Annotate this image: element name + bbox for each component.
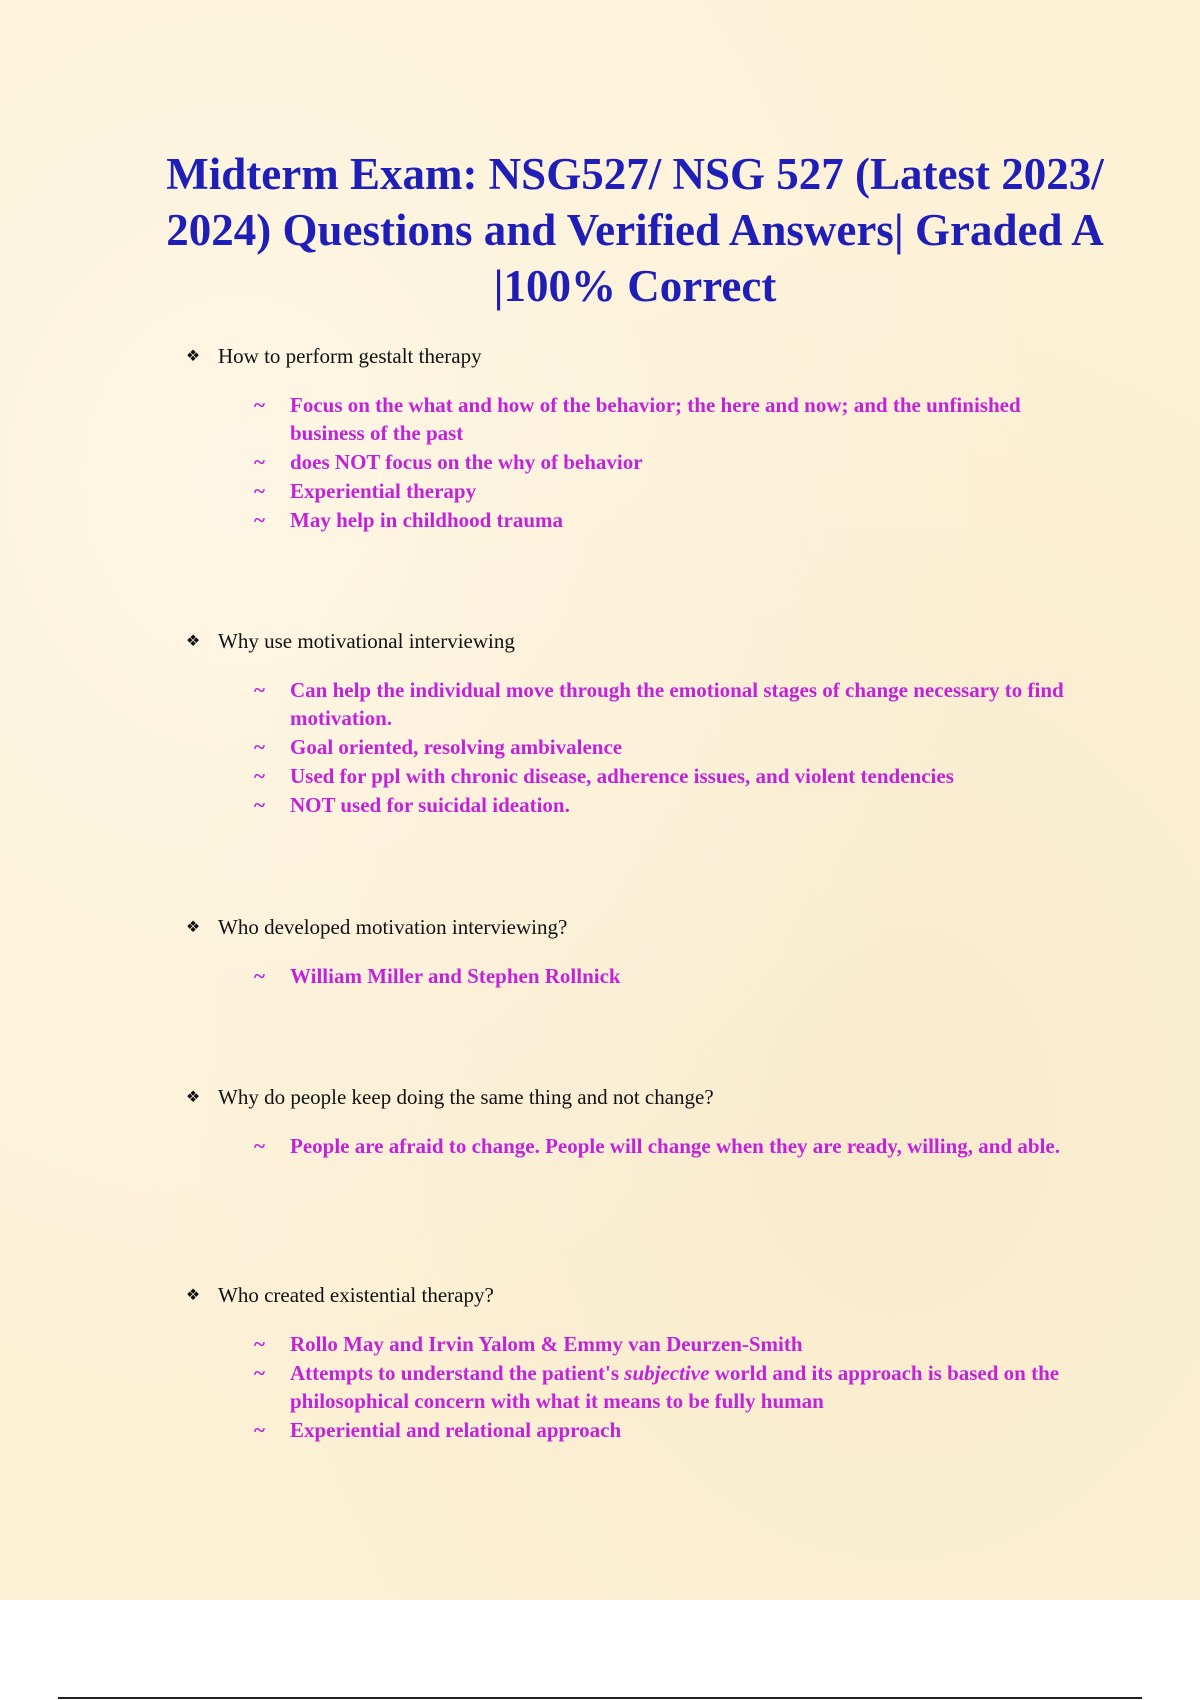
- answer-text: Used for ppl with chronic disease, adherence issues, and violent tendencies: [290, 764, 954, 788]
- question-text: Why use motivational interviewing: [218, 628, 515, 653]
- qa-block: [180, 341, 1100, 535]
- tilde-icon: ~: [254, 508, 265, 532]
- four-diamond-bullet-icon: ❖: [185, 1287, 201, 1304]
- tilde-icon: ~: [254, 735, 265, 759]
- tilde-icon: ~: [254, 764, 265, 788]
- answer-text: Focus on the what and how of the behavior; the here and now; and the unfinished business of the past: [290, 393, 1021, 445]
- four-diamond-bullet-icon: ❖: [185, 633, 201, 650]
- answer-item: [180, 676, 1100, 732]
- question: [180, 912, 1100, 942]
- question-text: Who created existential therapy?: [218, 1282, 494, 1307]
- answer-item: [180, 477, 1100, 505]
- answer-list: [180, 1132, 1100, 1160]
- answer-item: [180, 448, 1100, 476]
- footer-rule: [58, 1697, 1142, 1699]
- answer-text: May help in childhood trauma: [290, 508, 564, 532]
- answer-text: NOT used for suicidal ideation.: [290, 793, 570, 817]
- tilde-icon: ~: [254, 793, 265, 817]
- qa-block: [180, 626, 1100, 820]
- answer-text: does NOT focus on the why of behavior: [290, 450, 643, 474]
- qa-block: [180, 1082, 1100, 1161]
- qa-block: [180, 1280, 1100, 1445]
- tilde-icon: ~: [254, 479, 265, 503]
- question-text: How to perform gestalt therapy: [218, 343, 482, 368]
- tilde-icon: ~: [254, 450, 265, 474]
- answer-list: [180, 962, 1100, 990]
- answer-text-emphasis: subjective: [624, 1361, 710, 1385]
- answer-text: William Miller and Stephen Rollnick: [290, 964, 621, 988]
- question-text: Who developed motivation interviewing?: [218, 914, 568, 939]
- four-diamond-bullet-icon: ❖: [185, 348, 201, 365]
- tilde-icon: ~: [254, 393, 265, 417]
- four-diamond-bullet-icon: ❖: [185, 919, 201, 936]
- qa-block: [180, 912, 1100, 991]
- answer-item: [180, 791, 1100, 819]
- page-title: Midterm Exam: NSG527/ NSG 527 (Latest 2023/ 2024) Questions and Verified Answers| Graded A |100% Correct: [166, 149, 1104, 311]
- tilde-icon: ~: [254, 964, 265, 988]
- question: [180, 1082, 1100, 1112]
- tilde-icon: ~: [254, 1332, 265, 1356]
- answer-text-pre: Attempts to understand the patient's: [290, 1361, 625, 1385]
- tilde-icon: ~: [254, 1418, 265, 1442]
- answer-text: Goal oriented, resolving ambivalence: [290, 735, 623, 759]
- answer-item: [180, 1359, 1100, 1415]
- answer-text: Experiential and relational approach: [290, 1418, 622, 1442]
- tilde-icon: ~: [254, 1134, 265, 1158]
- answer-text: People are afraid to change. People will change when they are ready, willing, and able.: [290, 1134, 1060, 1158]
- answer-list: [180, 676, 1100, 819]
- question: [180, 341, 1100, 371]
- answer-item: [180, 391, 1100, 447]
- answer-item: [180, 733, 1100, 761]
- answer-text: Experiential therapy: [290, 479, 477, 503]
- four-diamond-bullet-icon: ❖: [185, 1089, 201, 1106]
- answer-item: [180, 762, 1100, 790]
- answer-text: Can help the individual move through the emotional stages of change necessary to find motivation.: [290, 678, 1064, 730]
- answer-list: [180, 391, 1100, 534]
- tilde-icon: ~: [254, 1361, 265, 1385]
- answer-item: [180, 1132, 1100, 1160]
- question: [180, 1280, 1100, 1310]
- answer-list: [180, 1330, 1100, 1444]
- answer-text-post: world and its approach is based on the philosophical concern with what it means to be fully human: [290, 1361, 1060, 1413]
- answer-item: [180, 962, 1100, 990]
- answer-item: [180, 1330, 1100, 1358]
- tilde-icon: ~: [254, 678, 265, 702]
- question-text: Why do people keep doing the same thing and not change?: [218, 1084, 714, 1109]
- answer-item: [180, 506, 1100, 534]
- question: [180, 626, 1100, 656]
- answer-text: Rollo May and Irvin Yalom & Emmy van Deurzen-Smith: [290, 1332, 803, 1356]
- answer-item: [180, 1416, 1100, 1444]
